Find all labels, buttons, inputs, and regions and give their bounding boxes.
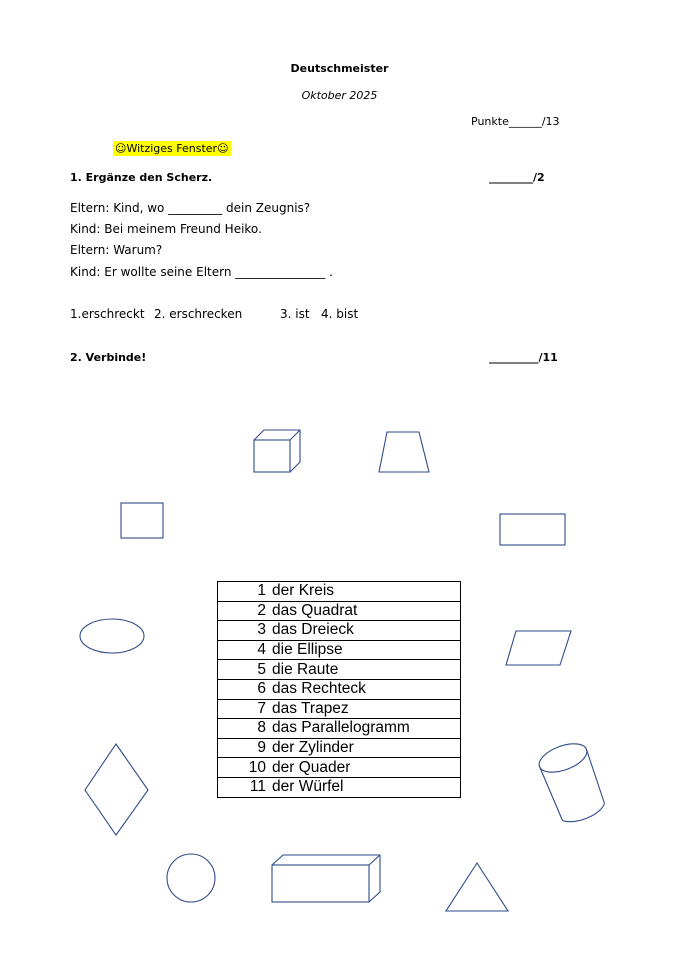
term-word: die Raute — [272, 660, 339, 678]
term-number: 9 — [257, 739, 266, 757]
term-word: der Kreis — [272, 582, 335, 600]
table-row — [218, 758, 461, 778]
joke-line: Kind: Bei meinem Freund Heiko. — [70, 222, 262, 236]
term-word: das Rechteck — [272, 680, 366, 698]
term-number: 11 — [249, 778, 266, 796]
table-row — [218, 640, 461, 660]
table-row — [218, 777, 461, 797]
term-cell — [218, 758, 461, 778]
table-row — [218, 601, 461, 621]
joke-line: Kind: Er wollte seine Eltern _______________ . — [70, 265, 333, 279]
table-row — [218, 738, 461, 758]
term-cell — [218, 640, 461, 660]
term-number: 2 — [257, 601, 266, 619]
table-row — [218, 679, 461, 699]
term-number: 6 — [257, 680, 266, 698]
parallelogram-shape — [506, 631, 571, 665]
ellipse-shape — [80, 619, 144, 653]
task1-score: ________/2 — [489, 171, 545, 184]
term-number: 3 — [257, 621, 266, 639]
circle-shape — [167, 854, 215, 902]
joke-line: Eltern: Kind, wo _________ dein Zeugnis? — [70, 201, 311, 215]
term-word: das Quadrat — [272, 601, 358, 619]
term-word: der Quader — [272, 758, 351, 776]
table-row — [218, 699, 461, 719]
term-cell — [218, 621, 461, 641]
smiley-icon: ☺ — [217, 142, 229, 155]
cube-shape — [254, 430, 300, 472]
date-line: Oktober 2025 — [301, 89, 378, 102]
term-number: 10 — [248, 758, 266, 776]
cylinder-shape — [535, 738, 604, 822]
total-points: Punkte______/13 — [471, 115, 560, 128]
term-number: 7 — [257, 699, 266, 717]
highlight-text: Witziges Fenster — [126, 142, 218, 155]
option-item: 3. ist — [280, 307, 310, 321]
term-word: die Ellipse — [272, 641, 343, 659]
term-cell — [218, 738, 461, 758]
term-word: der Zylinder — [272, 739, 354, 757]
terms-table — [217, 581, 461, 798]
square-shape — [121, 503, 163, 538]
term-word: das Parallelogramm — [272, 719, 410, 737]
term-number: 8 — [257, 719, 266, 737]
term-number: 1 — [257, 582, 266, 600]
term-word: das Trapez — [272, 699, 349, 717]
smiley-icon: ☺ — [115, 142, 127, 155]
option-item: 4. bist — [321, 307, 359, 321]
term-number: 4 — [257, 641, 266, 659]
term-word: der Würfel — [272, 778, 344, 796]
rhombus-shape — [85, 744, 148, 835]
table-row — [218, 719, 461, 739]
task2-score: _________/11 — [489, 351, 558, 364]
term-number: 5 — [257, 660, 266, 678]
option-item: 2. erschrecken — [154, 307, 243, 321]
option-item: 1.erschreckt — [70, 307, 145, 321]
term-cell — [218, 660, 461, 680]
term-cell — [218, 777, 461, 797]
cuboid-shape — [272, 855, 380, 902]
rectangle-shape — [500, 514, 565, 545]
table-row — [218, 660, 461, 680]
table-row — [218, 582, 461, 602]
trapezoid-shape — [379, 432, 429, 472]
term-cell — [218, 699, 461, 719]
triangle-shape — [446, 863, 508, 911]
term-cell — [218, 679, 461, 699]
page-title: Deutschmeister — [290, 62, 389, 75]
term-word: das Dreieck — [272, 621, 354, 639]
task1-heading: 1. Ergänze den Scherz. — [70, 171, 213, 184]
joke-line: Eltern: Warum? — [70, 243, 163, 257]
table-row — [218, 621, 461, 641]
term-cell — [218, 719, 461, 739]
task2-heading: 2. Verbinde! — [70, 351, 147, 364]
term-cell — [218, 582, 461, 602]
term-cell — [218, 601, 461, 621]
